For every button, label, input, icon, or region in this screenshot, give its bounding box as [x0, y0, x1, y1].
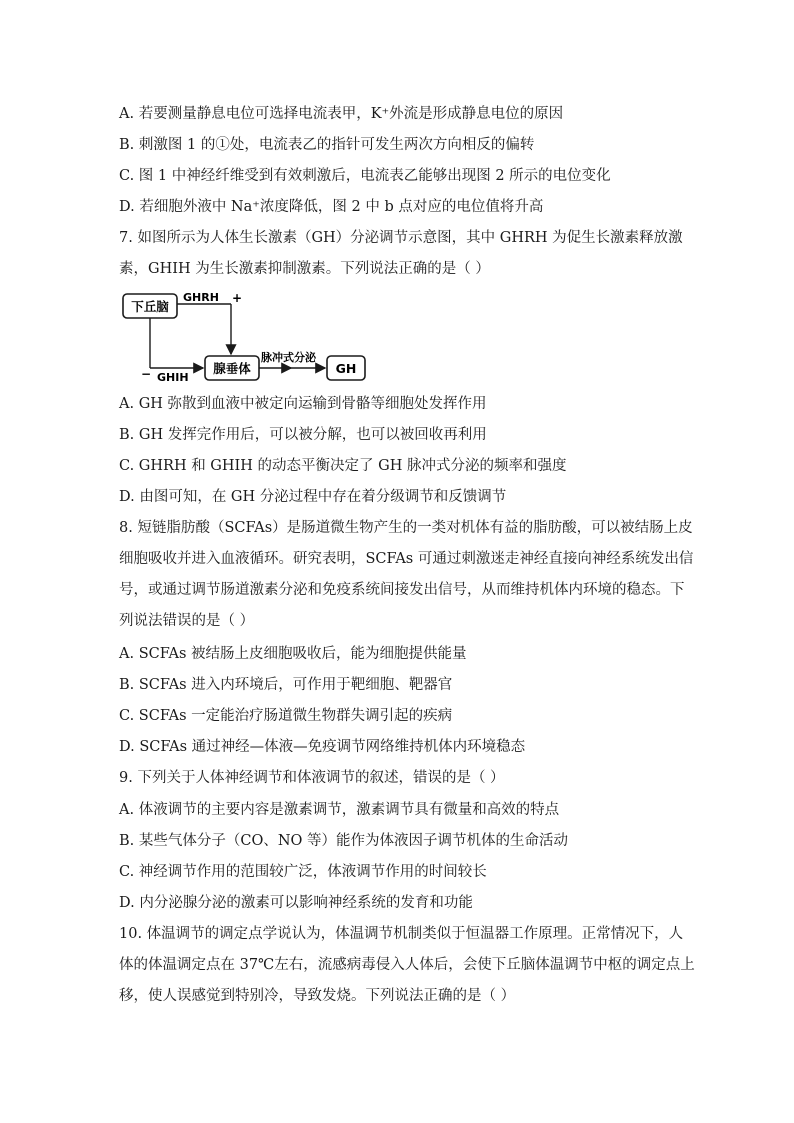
q9-option-c: C. 神经调节作用的范围较广泛，体液调节作用的时间较长 — [119, 864, 487, 880]
q7-option-b: B. GH 发挥完作用后，可以被分解，也可以被回收再利用 — [119, 427, 487, 443]
q9-option-b: B. 某些气体分子（CO、NO 等）能作为体液因子调节机体的生命活动 — [119, 833, 569, 849]
q6-option-b: B. 刺激图 1 的①处，电流表乙的指针可发生两次方向相反的偏转 — [119, 137, 535, 153]
q6-option-a: A. 若要测量静息电位可选择电流表甲，K⁺外流是形成静息电位的原因 — [119, 106, 564, 122]
ghih-label: GHIH — [157, 371, 189, 384]
hypothalamus-label: 下丘脑 — [131, 299, 169, 314]
q6-option-c: C. 图 1 中神经纤维受到有效刺激后，电流表乙能够出现图 2 所示的电位变化 — [119, 168, 611, 184]
q9-stem: 9. 下列关于人体神经调节和体液调节的叙述，错误的是（ ） — [119, 770, 505, 786]
q8-stem-line-1: 8. 短链脂肪酸（SCFAs）是肠道微生物产生的一类对机体有益的脂肪酸，可以被结肠上皮 — [119, 520, 693, 536]
ghrh-label: GHRH — [183, 291, 219, 304]
q10-stem-line-1: 10. 体温调节的调定点学说认为，体温调节机制类似于恒温器工作原理。正常情况下，人 — [119, 926, 684, 942]
q8-option-d: D. SCFAs 通过神经—体液—免疫调节网络维持机体内环境稳态 — [119, 739, 526, 755]
q6-option-d: D. 若细胞外液中 Na⁺浓度降低，图 2 中 b 点对应的电位值将升高 — [119, 199, 544, 215]
q7-stem-line-1: 7. 如图所示为人体生长激素（GH）分泌调节示意图，其中 GHRH 为促生长激素释放激 — [119, 230, 683, 246]
pulse-label: 脉冲式分泌 — [261, 351, 316, 364]
q8-stem-line-3: 号，或通过调节肠道激素分泌和免疫系统间接发出信号，从而维持机体内环境的稳态。下 — [119, 582, 685, 598]
q7-option-c: C. GHRH 和 GHIH 的动态平衡决定了 GH 脉冲式分泌的频率和强度 — [119, 458, 567, 474]
q9-option-d: D. 内分泌腺分泌的激素可以影响神经系统的发育和功能 — [119, 895, 473, 911]
q7-option-d: D. 由图可知，在 GH 分泌过程中存在着分级调节和反馈调节 — [119, 489, 507, 505]
q8-option-a: A. SCFAs 被结肠上皮细胞吸收后，能为细胞提供能量 — [119, 646, 467, 662]
q8-option-b: B. SCFAs 进入内环境后，可作用于靶细胞、靶器官 — [119, 677, 453, 693]
q10-stem-line-2: 体的体温调定点在 37℃左右，流感病毒侵入人体后，会使下丘脑体温调节中枢的调定点上 — [119, 957, 695, 973]
gh-label: GH — [335, 361, 357, 376]
plus-sign: + — [232, 291, 243, 305]
q7-option-a: A. GH 弥散到血液中被定向运输到骨骼等细胞处发挥作用 — [119, 396, 487, 412]
q10-stem-line-3: 移，使人误感觉到特别冷，导致发烧。下列说法正确的是（ ） — [119, 988, 516, 1004]
q8-stem-line-2: 细胞吸收并进入血液循环。研究表明，SCFAs 可通过刺激迷走神经直接向神经系统发出信 — [119, 551, 694, 567]
q8-option-c: C. SCFAs 一定能治疗肠道微生物群失调引起的疾病 — [119, 708, 453, 724]
gh-regulation-diagram — [119, 290, 379, 385]
q9-option-a: A. 体液调节的主要内容是激素调节，激素调节具有微量和高效的特点 — [119, 802, 560, 818]
q7-stem-line-2: 素，GHIH 为生长激素抑制激素。下列说法正确的是（ ） — [119, 261, 490, 277]
q8-stem-line-4: 列说法错误的是（ ） — [119, 613, 255, 629]
pituitary-label: 腺垂体 — [213, 361, 251, 376]
minus-sign: − — [141, 367, 152, 381]
